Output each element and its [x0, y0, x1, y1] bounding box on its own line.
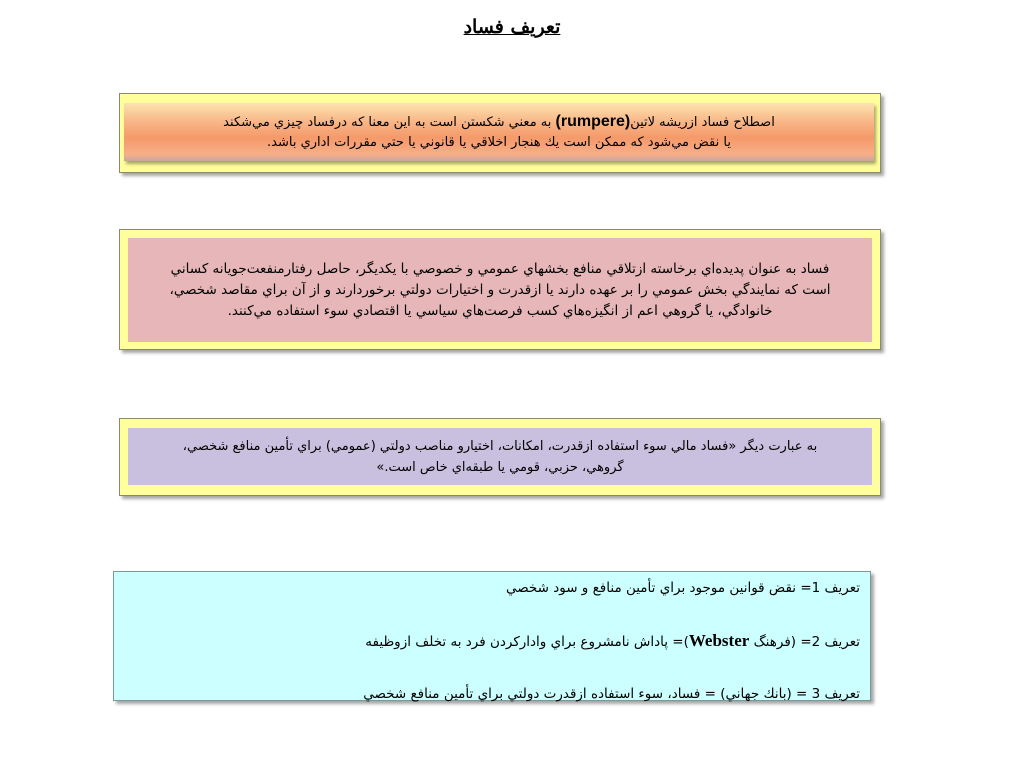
definitions-box [113, 571, 871, 701]
phenomenon-line-1: فساد به عنوان پديده‌اي برخاسته ازتلاقي منافع بخشهاي عمومي و خصوصي با يكديگر، حاصل رفتارمنفعت‌جويانه كساني [170, 260, 830, 277]
financial-line-2: گروهي، حزبي، قومي يا طبقه‌اي خاص است.» [376, 459, 624, 475]
etymology-frame [119, 93, 881, 173]
page-title: تعريف فساد [463, 16, 561, 38]
etymology-text-b: به معني شكستن است به اين معنا كه درفساد چيزي مي‌شكند [223, 114, 556, 130]
financial-corruption-box [128, 428, 872, 485]
financial-line-1: به عبارت ديگر «فساد مالي سوء استفاده ازقدرت، امكانات، اختيارو مناصب دولتي (عمومي) براي تأمين منافع شخصي، [182, 438, 818, 454]
latin-term: (rumpere) [555, 112, 631, 130]
financial-corruption-frame [119, 418, 881, 496]
phenomenon-line-3: خانوادگي، يا گروهي اعم از انگيزه‌هاي كسب فرصت‌هاي سياسي يا اقتصادي سوء استفاده مي‌كنند. [227, 302, 773, 319]
phenomenon-line-2: است كه نمايندگي بخش عمومي را بر عهده دارند يا ازقدرت و اختيارات دولتي برخوردارند و از آن براي مقاصد شخصي، [169, 281, 831, 298]
definition-2-text-a: تعريف 2= (فرهنگ [749, 634, 860, 650]
etymology-text-a: اصطلاح فساد ازريشه لاتين [630, 114, 775, 130]
definition-3: تعريف 3 = (بانك جهاني) = فساد، سوء استفاده ازقدرت دولتي براي تأمين منافع شخصي [363, 686, 860, 702]
etymology-line-2: يا نقض مي‌شود كه ممكن است يك هنجار اخلاقي يا قانوني يا حتي مقررات اداري باشد. [267, 134, 731, 150]
phenomenon-box [128, 238, 872, 342]
phenomenon-frame [119, 229, 881, 350]
definition-2 [124, 629, 860, 682]
etymology-line-1 [223, 112, 775, 133]
definition-1: تعريف 1= نقض قوانين موجود براي تأمين منافع و سود شخصي [505, 580, 860, 596]
definition-2-text-b: )= پاداش نامشروع براي وادارکردن فرد به تخلف ازوظيفه [365, 634, 689, 650]
webster-term: Webster [688, 631, 750, 650]
etymology-box [124, 103, 874, 161]
